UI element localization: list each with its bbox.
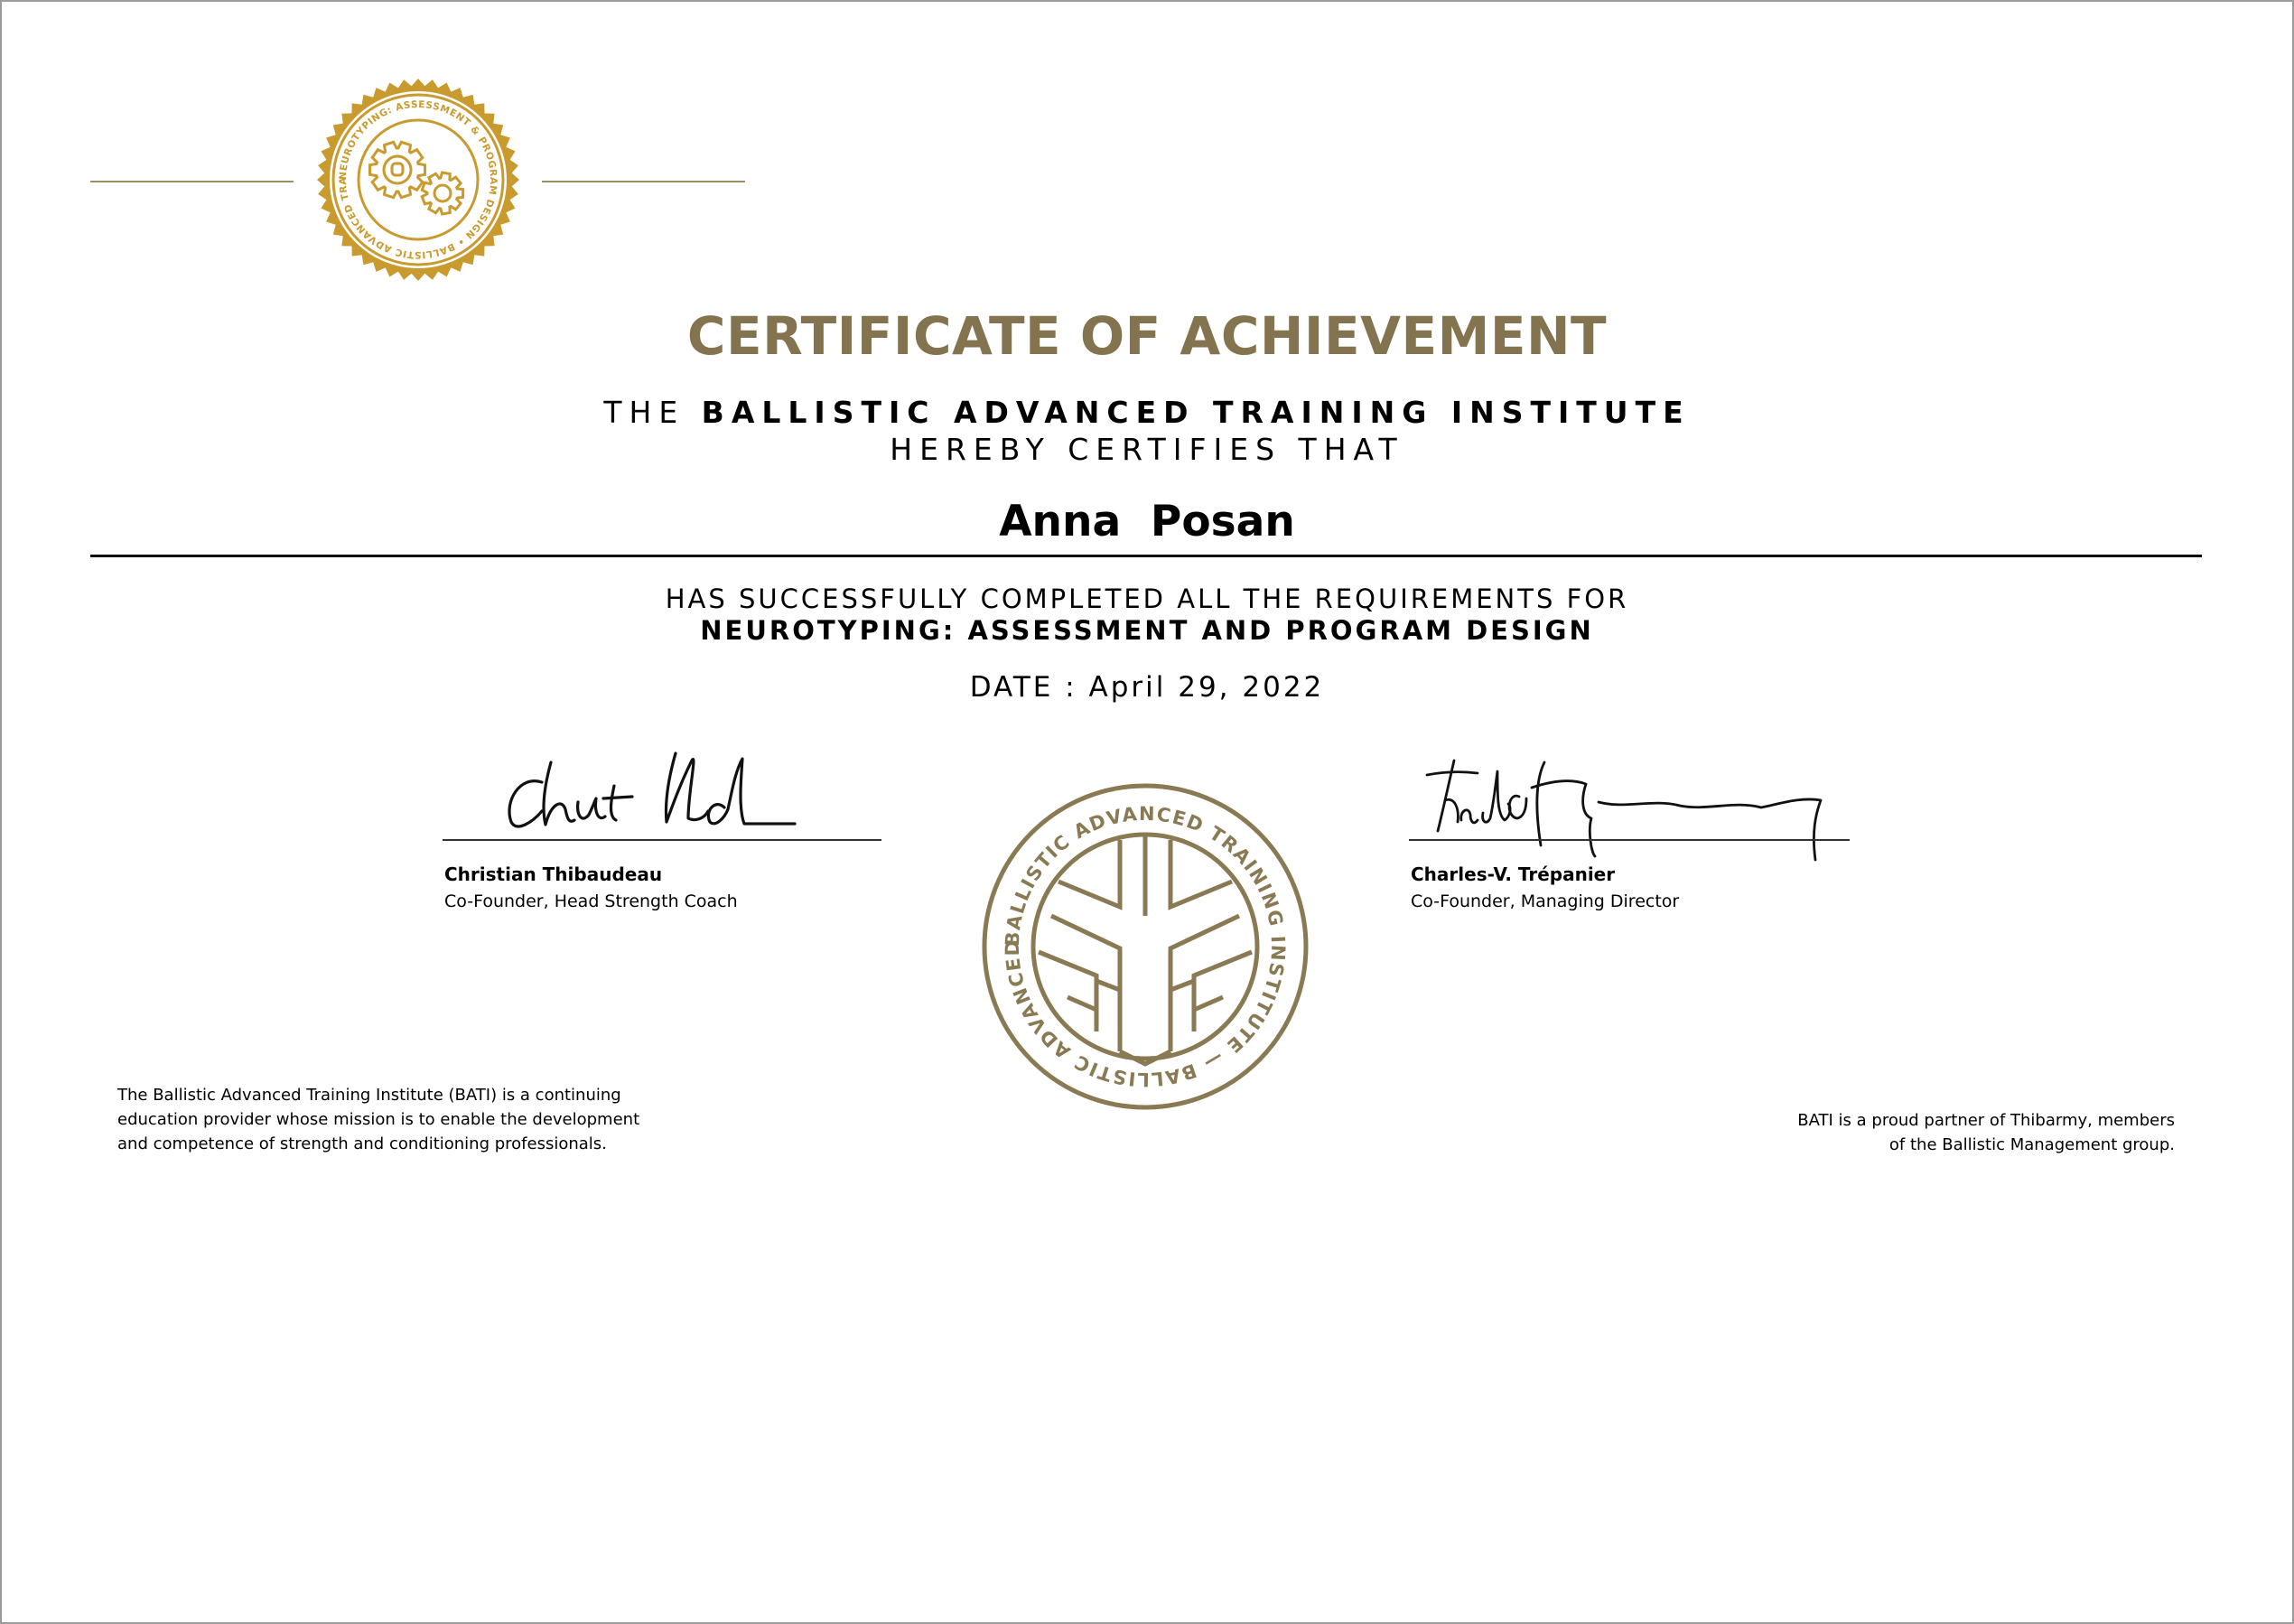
institute-prefix: THE [603, 395, 685, 430]
recipient-name: Anna Posan [999, 497, 1295, 546]
completion-statement: HAS SUCCESSFULLY COMPLETED ALL THE REQUIREMENTS FOR [665, 583, 1629, 614]
course-name: NEUROTYPING: ASSESSMENT AND PROGRAM DESIGN [700, 615, 1594, 646]
signature-line-right [1409, 839, 1850, 841]
recipient-underline [90, 555, 2202, 557]
svg-text:BALLISTIC ADVANCED TRAINING IN [981, 782, 1289, 1090]
footer-left-line: The Ballistic Advanced Training Institute (BATI) is a continuing [117, 1086, 621, 1105]
right-decorative-line [542, 181, 745, 182]
date-value: April 29, 2022 [1088, 671, 1325, 704]
footer-right-line: BATI is a proud partner of Thibarmy, members [1797, 1111, 2175, 1130]
footer-partner-statement [1797, 1108, 2175, 1157]
institute-name: BALLISTIC ADVANCED TRAINING INSTITUTE [701, 395, 1691, 430]
date-label: DATE : [969, 671, 1089, 704]
signatory-role-left: Co-Founder, Head Strength Coach [444, 891, 738, 911]
institute-seal-graphic [981, 782, 1310, 1111]
signature-trepanier [1418, 744, 1833, 862]
footer-mission-statement [117, 1083, 639, 1156]
seal-ring-text: NEUROTYPING: ASSESSMENT & PROGRAM DESIGN • BALLISTIC ADVANCED TRA [337, 98, 499, 261]
left-decorative-line [90, 181, 294, 182]
signatory-role-right: Co-Founder, Managing Director [1411, 891, 1680, 911]
certificate-date [0, 671, 2294, 704]
certifies-line: HEREBY CERTIFIES THAT [890, 432, 1404, 467]
institute-line [0, 395, 2294, 430]
certificate-title: CERTIFICATE OF ACHIEVEMENT [686, 305, 1608, 367]
footer-right-line: of the Ballistic Management group. [1888, 1135, 2175, 1154]
signatory-name-left: Christian Thibaudeau [444, 863, 663, 885]
course-seal-graphic [316, 78, 520, 282]
signature-line-left [443, 839, 881, 841]
footer-left-line: education provider whose mission is to enable the development [117, 1110, 640, 1129]
institute-seal [981, 782, 1310, 1111]
footer-left-line: and competence of strength and conditioning professionals. [117, 1134, 607, 1153]
course-seal-badge [316, 78, 520, 282]
institute-seal-ring-text: BALLISTIC ADVANCED TRAINING INSTITUTE — BALLISTIC ADVANCED [1001, 802, 1290, 1091]
signature-thibaudeau [488, 739, 849, 845]
signatory-name-right: Charles-V. Trépanier [1411, 863, 1616, 885]
